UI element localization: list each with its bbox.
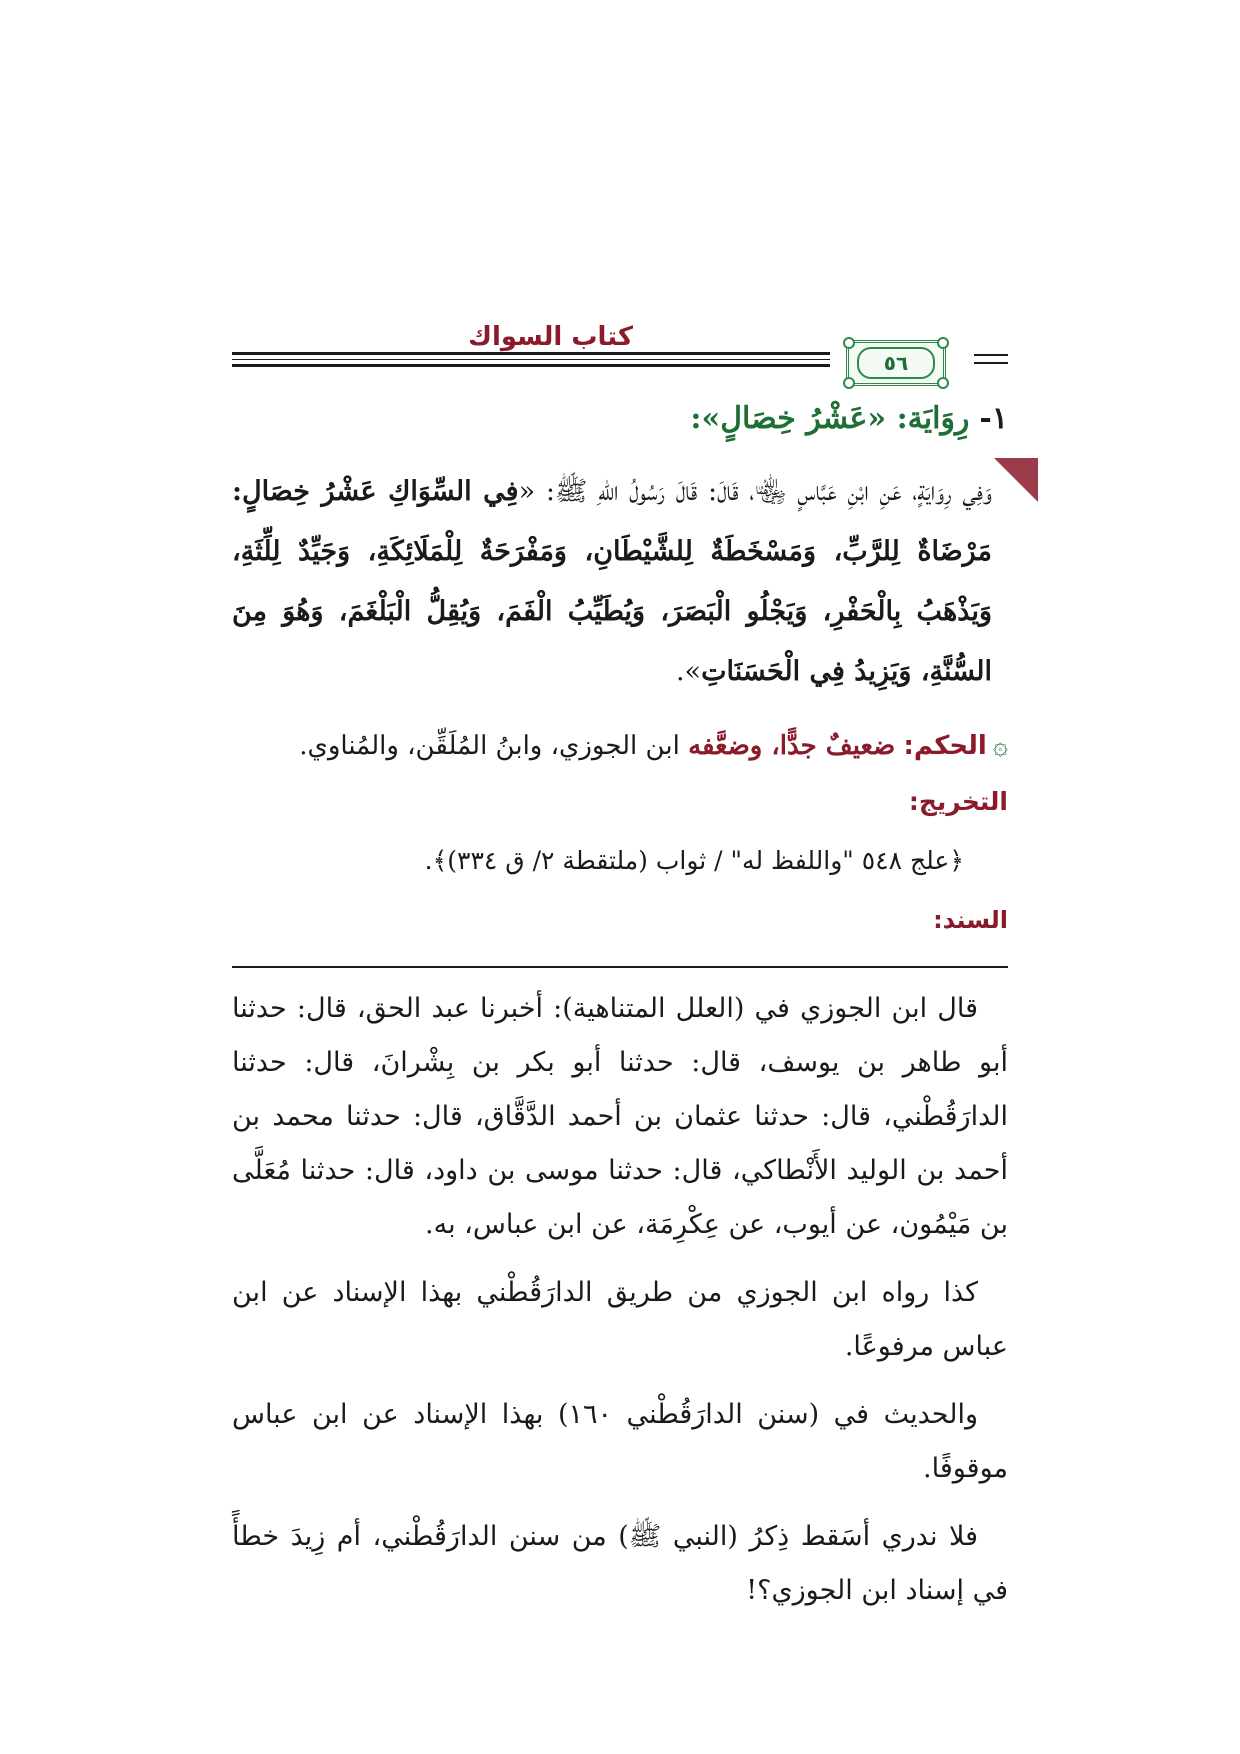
section-title: رِوَايَة: «عَشْرُ خِصَالٍ»: bbox=[690, 401, 970, 436]
ornament-icon bbox=[843, 337, 855, 349]
header-rule bbox=[232, 364, 830, 367]
takhrij-heading: التخريج: bbox=[908, 787, 1008, 816]
page-number: ٥٦ bbox=[857, 347, 935, 379]
sanad-heading: السند: bbox=[933, 906, 1008, 934]
commentary-paragraph: كذا رواه ابن الجوزي من طريق الدارَقُطْني بهذا الإسناد عن ابن عباس مرفوعًا. bbox=[232, 1277, 1008, 1362]
main-content bbox=[232, 398, 1008, 1632]
sanad-paragraph: قال ابن الجوزي في (العلل المتناهية): أخبرنا عبد الحق، قال: حدثنا أبو طاهر بن يوسف، قال: حدثنا أبو بكر بن بِشْرانَ، قال: حدثنا الدارَقُطْني، قال: حدثنا عثمان بن أحمد الدَّقَّاق، قال: حدثنا محمد بن أحمد بن الوليد الأَنْطاكي، قال: حدثنا موسى بن داود، قال: حدثنا مُعَلَّى بن مَيْمُون، عن أيوب، عن عِكْرِمَة، عن ابن عباس، به. bbox=[232, 993, 1008, 1240]
section-divider bbox=[232, 966, 1008, 968]
section-heading bbox=[232, 398, 1008, 440]
verdict-grade: ضعيفٌ جدًّا، وضعَّفه bbox=[688, 731, 896, 761]
hadith-block bbox=[232, 462, 1008, 702]
header-rule bbox=[232, 359, 830, 360]
commentary-paragraph: فلا ندري أسَقط ذِكرُ (النبي ﷺ) من سنن الدارَقُطْني، أم زِيدَ خطأً في إسناد ابن الجوزي؟! bbox=[232, 1521, 1008, 1606]
commentary-paragraph: والحديث في (سنن الدارَقُطْني ١٦٠) بهذا الإسناد عن ابن عباس موقوفًا. bbox=[232, 1399, 1008, 1484]
book-title: كتاب السواك bbox=[468, 322, 633, 352]
corner-ornament-icon bbox=[994, 458, 1038, 502]
ornament-icon bbox=[937, 377, 949, 389]
verdict-label: الحكم: bbox=[903, 731, 987, 761]
flower-bullet-icon: ۞ bbox=[992, 731, 1008, 761]
hadith-close: ». bbox=[675, 656, 702, 687]
page-number-badge bbox=[846, 340, 946, 386]
verdict-line bbox=[232, 718, 1008, 774]
section-number: ١- bbox=[979, 401, 1008, 436]
header-rule bbox=[974, 362, 1008, 364]
hadith-lead: وَفِي رِوَايَةٍ، عَنِ ابْنِ عَبَّاسٍ ﵄، قَالَ: قَالَ رَسُولُ اللهِ ﷺ: « bbox=[518, 476, 993, 507]
header-rule bbox=[974, 354, 1008, 356]
ornament-icon bbox=[937, 337, 949, 349]
verdict-rest: ابن الجوزي، وابنُ المُلَقِّن، والمُناوي. bbox=[299, 731, 680, 761]
hadith-text bbox=[232, 462, 992, 702]
page-header bbox=[232, 318, 1008, 388]
ornament-icon bbox=[843, 377, 855, 389]
header-rule bbox=[232, 352, 830, 355]
takhrij-text: ﴿علج ٥٤٨ "واللفظ له" / ثواب (ملتقطة ٢/ ق ٣٣٤)﴾. bbox=[424, 846, 964, 875]
hadith-body: فِي السِّوَاكِ عَشْرُ خِصَالٍ: مَرْضَاةٌ لِلرَّبِّ، وَمَسْخَطَةٌ لِلشَّيْطَانِ، وَمَفْرَحَةٌ لِلْمَلَائِكَةِ، وَجَيِّدٌ لِلِّثَةِ، وَيَذْهَبُ بِالْحَفْرِ، وَيَجْلُو الْبَصَرَ، وَيُطَيِّبُ الْفَمَ، وَيُقِلُّ الْبَلْغَمَ، وَهُوَ مِنَ السُّنَّةِ، وَيَزِيدُ فِي الْحَسَنَاتِ bbox=[232, 476, 992, 687]
